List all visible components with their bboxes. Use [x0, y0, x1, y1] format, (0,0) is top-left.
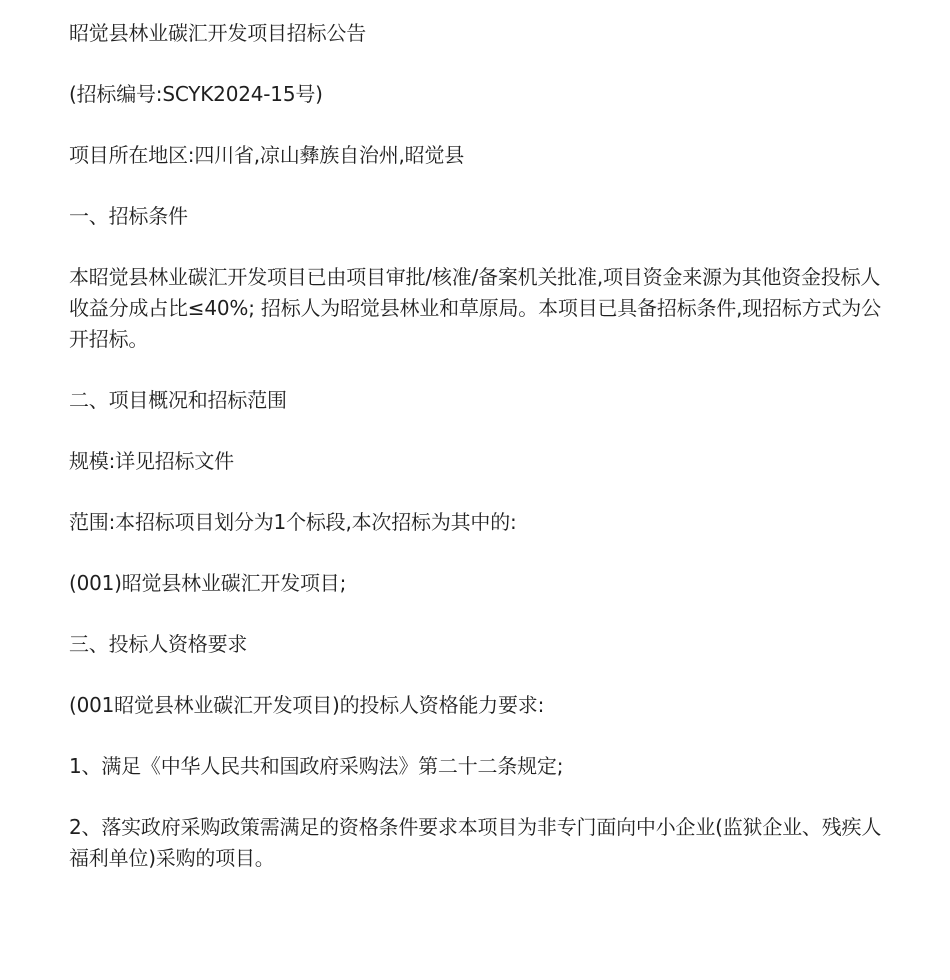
requirement-1: 1、满足《中华人民共和国政府采购法》第二十二条规定;: [69, 754, 564, 778]
section-1-heading: 一、招标条件: [69, 204, 188, 228]
section-2-heading: 二、项目概况和招标范围: [69, 388, 287, 412]
project-location: 项目所在地区:四川省,凉山彝族自治州,昭觉县: [69, 143, 465, 167]
project-scope: 范围:本招标项目划分为1个标段,本次招标为其中的:: [69, 510, 517, 534]
section-3-heading: 三、投标人资格要求: [69, 632, 248, 656]
qualification-intro: (001昭觉县林业碳汇开发项目)的投标人资格能力要求:: [69, 693, 545, 717]
bid-number: (招标编号:SCYK2024-15号): [69, 82, 323, 106]
requirement-2: 2、落实政府采购政策需满足的资格条件要求本项目为非专门面向中小企业(监狱企业、残疾人福利单位)采购的项目。: [69, 815, 882, 870]
document-title: 昭觉县林业碳汇开发项目招标公告: [69, 21, 366, 45]
project-scale: 规模:详见招标文件: [69, 449, 234, 473]
lot-item: (001)昭觉县林业碳汇开发项目;: [69, 571, 347, 595]
announcement-document: [69, 18, 889, 874]
section-1-body: 本昭觉县林业碳汇开发项目已由项目审批/核准/备案机关批准,项目资金来源为其他资金投标人收益分成占比≤40%; 招标人为昭觉县林业和草原局。本项目已具备招标条件,现招标方式为公开招标。: [69, 265, 881, 351]
